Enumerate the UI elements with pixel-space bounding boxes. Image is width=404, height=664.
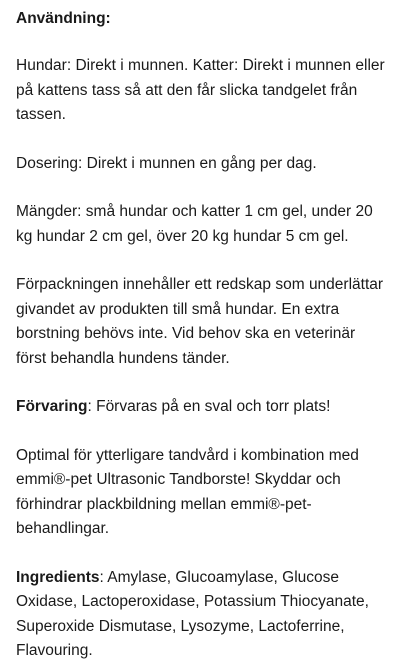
usage-amounts-text: Mängder: små hundar och katter 1 cm gel, under 20 kg hundar 2 cm gel, över 20 kg hundar 5 cm gel. [16, 203, 373, 245]
care-note-text: Optimal för ytterligare tandvård i kombination med emmi®-pet Ultrasonic Tandborste! Skyddar och förhindrar plackbildning mellan emmi®-pet-behandlingar. [16, 446, 359, 537]
usage-application-text: Hundar: Direkt i munnen. Katter: Direkt i munnen eller på kattens tass så att den får slicka tandgelet från tassen. [16, 57, 385, 123]
storage-paragraph [16, 395, 388, 420]
storage-text: : Förvaras på en sval och torr plats! [87, 398, 331, 415]
ingredients-text: : Amylase, Glucoamylase, Glucose Oxidase, Lactoperoxidase, Potassium Thiocyanate, Superoxide Dismutase, Lysozyme, Lactoferrine, Flavouring. [16, 568, 369, 659]
ingredients-label: Ingredients [16, 568, 100, 586]
storage-label: Förvaring [16, 398, 88, 415]
usage-package-text: Förpackningen innehåller ett redskap som underlättar givandet av produkten till små hundar. En extra borstning behövs inte. Vid behov ska en veterinär först behandla hundens tänder. [16, 276, 384, 367]
usage-dosage-text: Dosering: Direkt i munnen en gång per dag. [16, 154, 317, 172]
ingredients-paragraph [16, 566, 388, 664]
usage-heading: Användning: [16, 10, 111, 27]
